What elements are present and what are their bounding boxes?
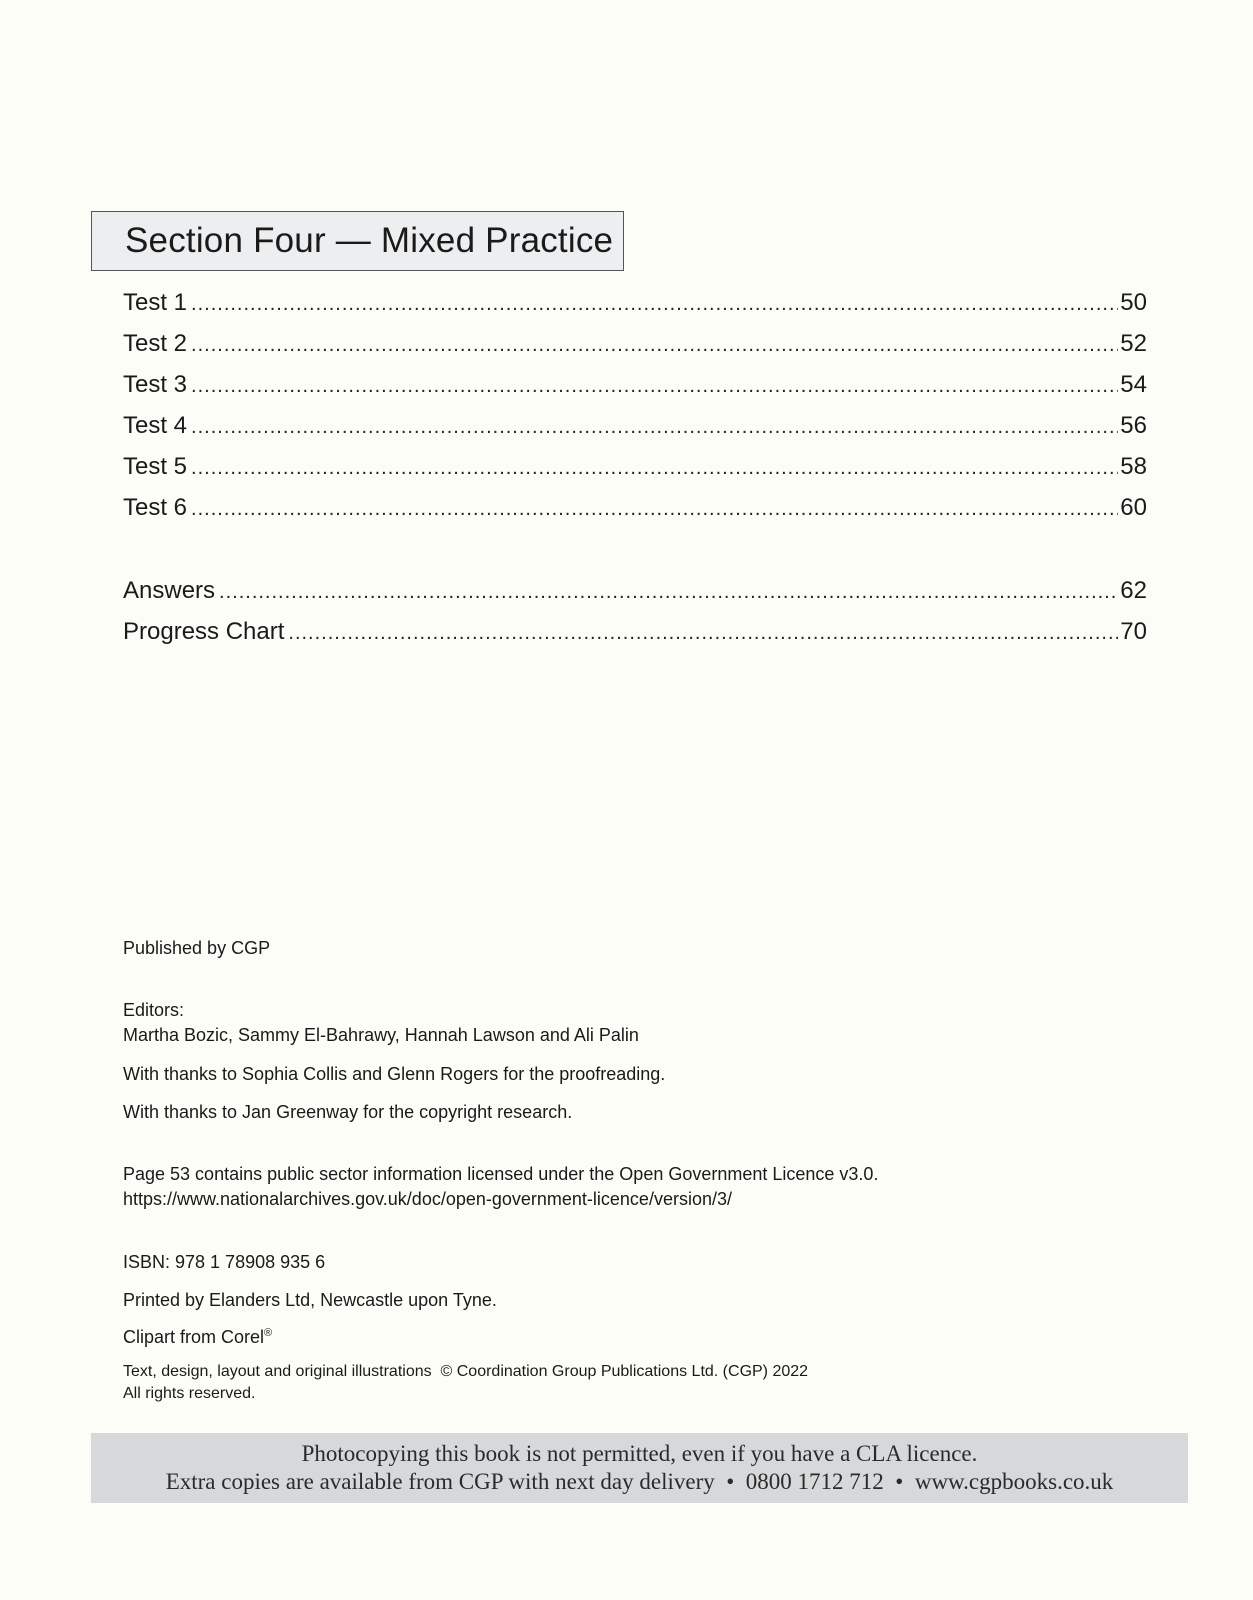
footer-line-1: Photocopying this book is not permitted, even if you have a CLA licence. <box>301 1441 978 1466</box>
registered-mark: ® <box>264 1327 273 1339</box>
toc-page-number: 54 <box>1120 371 1147 398</box>
credits-printed-by <box>123 1288 497 1313</box>
toc-leader <box>191 498 1118 521</box>
toc-page-number: 56 <box>1120 412 1147 439</box>
toc-label: Test 2 <box>123 330 188 357</box>
licence-url: https://www.nationalarchives.gov.uk/doc/open-government-licence/version/3/ <box>123 1189 732 1209</box>
toc-leader <box>191 375 1118 398</box>
toc-row-test-2 <box>123 330 1147 364</box>
clipart-line <box>123 1321 272 1350</box>
toc-page-number: 58 <box>1120 453 1147 480</box>
toc-label: Answers <box>123 577 216 604</box>
credits-thanks-copyright <box>123 1100 572 1125</box>
thanks-copyright-text: With thanks to Jan Greenway for the copyright research. <box>123 1102 573 1122</box>
toc-row-progress-chart <box>123 618 1147 652</box>
clipart-text: Clipart from Corel <box>123 1327 265 1347</box>
toc-row-test-3 <box>123 371 1147 405</box>
credits-editors <box>123 998 639 1048</box>
credits-clipart <box>123 1321 272 1350</box>
toc-page-number: 50 <box>1120 289 1147 316</box>
isbn-text: ISBN: 978 1 78908 935 6 <box>123 1252 326 1272</box>
credits-published-by <box>123 936 270 961</box>
footer-notice-band <box>91 1433 1188 1503</box>
toc-leader <box>288 622 1118 645</box>
toc-leader <box>191 457 1118 480</box>
section-heading-box <box>91 211 624 271</box>
copyright-text: Text, design, layout and original illustrations © Coordination Group Publications Ltd. (CGP) 2022 <box>123 1363 809 1380</box>
editors-heading: Editors: <box>123 1000 185 1020</box>
section-title: Section Four — Mixed Practice <box>125 221 614 260</box>
toc-label: Test 5 <box>123 453 188 480</box>
editors-names: Martha Bozic, Sammy El-Bahrawy, Hannah Lawson and Ali Palin <box>123 1025 639 1045</box>
toc-page-number: 52 <box>1120 330 1147 357</box>
footer-line-2: Extra copies are available from CGP with next day delivery • 0800 1712 712 • www.cgpbooks.co.uk <box>165 1469 1114 1494</box>
toc-row-test-1 <box>123 289 1147 323</box>
toc-label: Progress Chart <box>123 618 285 645</box>
credits-copyright <box>123 1361 808 1405</box>
rights-text: All rights reserved. <box>123 1385 256 1402</box>
thanks-proofreading-text: With thanks to Sophia Collis and Glenn Rogers for the proofreading. <box>123 1064 666 1084</box>
toc-row-test-5 <box>123 453 1147 487</box>
toc-page-number: 62 <box>1120 577 1147 604</box>
toc-leader <box>191 293 1118 316</box>
toc-label: Test 1 <box>123 289 188 316</box>
toc-label: Test 3 <box>123 371 188 398</box>
toc-leader <box>191 334 1118 357</box>
toc-label: Test 4 <box>123 412 188 439</box>
toc-page-number: 60 <box>1120 494 1147 521</box>
toc-leader <box>191 416 1118 439</box>
toc-page-number: 70 <box>1120 618 1147 645</box>
credits-licence <box>123 1162 878 1212</box>
toc-leader <box>219 581 1118 604</box>
toc-row-test-6 <box>123 494 1147 528</box>
published-by-text: Published by CGP <box>123 938 271 958</box>
licence-note: Page 53 contains public sector information licensed under the Open Government Licence v3.0. <box>123 1164 879 1184</box>
credits-thanks-proofreading <box>123 1062 665 1087</box>
credits-isbn <box>123 1250 325 1275</box>
toc-row-test-4 <box>123 412 1147 446</box>
toc-label: Test 6 <box>123 494 188 521</box>
printed-by-text: Printed by Elanders Ltd, Newcastle upon Tyne. <box>123 1290 497 1310</box>
toc-row-answers <box>123 577 1147 611</box>
